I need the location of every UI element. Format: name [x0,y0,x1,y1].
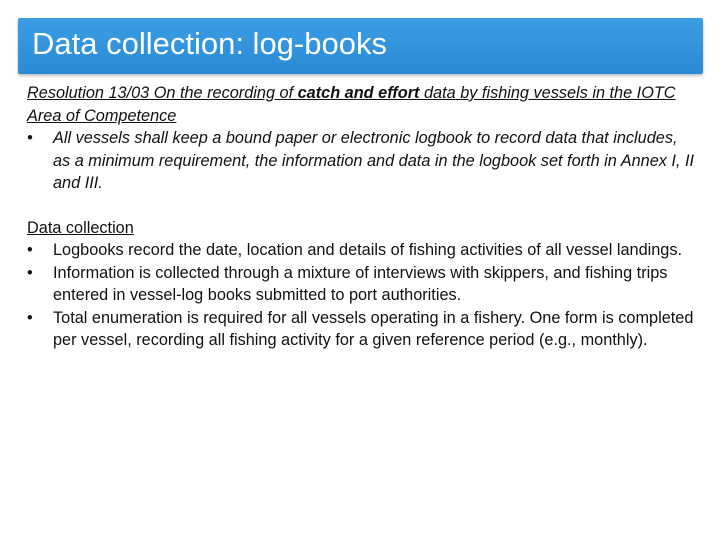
data-collection-bullet-text: Total enumeration is required for all vessels operating in a fishery. One form is completed per vessel, recording all fishing activity for a given reference period (e.g., monthly). [53,308,694,349]
resolution-heading-bold: catch and effort [297,84,420,102]
data-collection-bullet-item [27,307,697,352]
data-collection-section [27,217,697,352]
resolution-section [27,82,697,195]
data-collection-bullet-list [27,239,697,352]
resolution-bullet-list [27,127,697,195]
resolution-heading-end: data by fishing vessels in the IOTC Area of Competence [27,84,676,125]
resolution-bullet-text: All vessels shall keep a bound paper or electronic logbook to record data that includes, as a minimum requirement, the information and data in the logbook set forth in Annex I, II and III. [53,129,695,192]
bullet-marker: • [27,308,33,327]
bullet-marker: • [27,263,33,282]
slide-content [27,82,697,352]
section-spacer [27,195,697,217]
bullet-marker: • [27,241,33,259]
data-collection-heading: Data collection [27,218,134,237]
data-collection-bullet-item [27,239,697,262]
data-collection-bullet-text: Logbooks record the date, location and details of fishing activities of all vessel landings. [53,241,683,259]
data-collection-bullet-text: Information is collected through a mixture of interviews with skippers, and fishing trips entered in vessel-log books submitted to port authorities. [53,263,668,304]
resolution-heading-start: Resolution 13/03 On the recording of [27,84,298,102]
slide-title: Data collection: log-books [32,26,387,61]
resolution-bullet-item [27,127,697,195]
title-bar [18,18,703,74]
data-collection-bullet-item [27,262,697,307]
bullet-marker: • [27,129,33,147]
resolution-heading [27,82,697,127]
